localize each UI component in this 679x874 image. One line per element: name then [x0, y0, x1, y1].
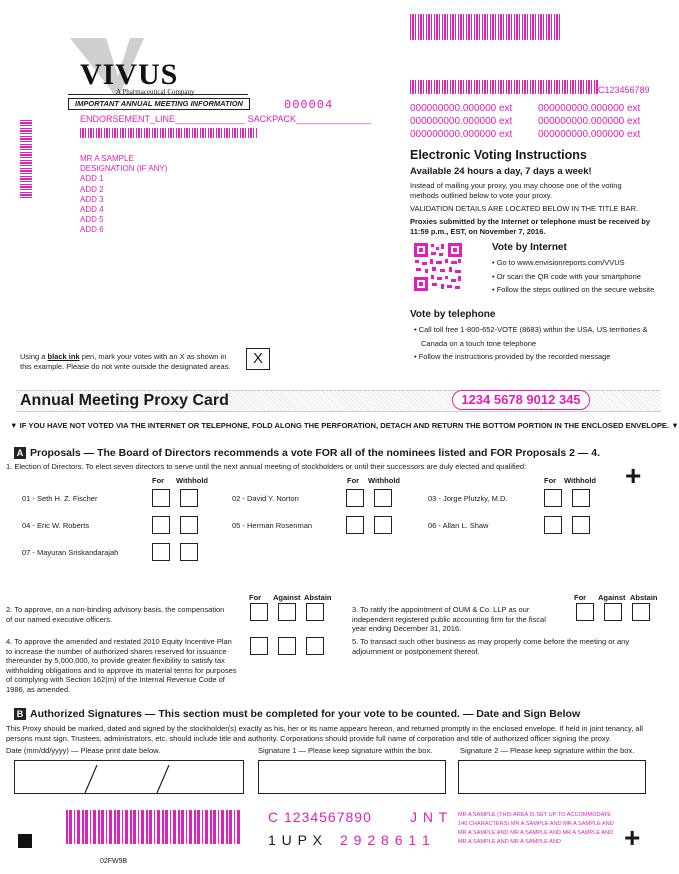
proposal-2-against-checkbox[interactable]: [278, 603, 296, 621]
signature-1-box[interactable]: [258, 760, 446, 794]
address-line: ADD 6: [80, 225, 104, 235]
col-withhold: Withhold: [564, 476, 597, 485]
footer-code-1: C 1234567890: [268, 809, 372, 825]
ink-instructions: [20, 352, 238, 372]
proposal-4-against-checkbox[interactable]: [278, 637, 296, 655]
barcode-side: [20, 120, 32, 198]
proposal-3-text: 3. To ratify the appointment of OUM & Co. LLP as our independent registered public accounting firm for the fiscal year ending December 31, 2016.: [352, 605, 546, 633]
nominee-7-withhold-checkbox[interactable]: [180, 543, 198, 561]
address-line: MR A SAMPLE: [80, 154, 134, 163]
nominee-6-for-checkbox[interactable]: [544, 516, 562, 534]
proposal-2-for-checkbox[interactable]: [250, 603, 268, 621]
example-mark: X: [252, 350, 263, 367]
proposal-2-abstain-checkbox[interactable]: [306, 603, 324, 621]
barcode-control: [410, 80, 598, 94]
triangle-down-icon: ▼: [10, 421, 18, 430]
address-line: ADD 3: [80, 194, 104, 204]
logo-rule: [68, 94, 248, 95]
fold-notice: [10, 421, 679, 430]
internet-step: • Follow the steps outlined on the secure website: [492, 285, 655, 294]
form-id: 02FW9B: [100, 858, 128, 865]
logo-tagline: A Pharmaceutical Company: [116, 88, 195, 96]
address-line: ADD 1: [80, 174, 104, 184]
col-for: For: [347, 476, 360, 485]
company-logo: [68, 36, 208, 96]
col-for: For: [544, 476, 557, 485]
barcode-bottom: [66, 810, 242, 844]
control-id: C123456789: [598, 85, 650, 95]
internet-steps: [492, 256, 654, 297]
nominee-4-withhold-checkbox[interactable]: [180, 516, 198, 534]
ext-line: 000000000.000000 ext: [410, 116, 513, 127]
ext-line: 000000000.000000 ext: [538, 129, 641, 140]
endorsement-line: ENDORSEMENT_LINE______________ SACKPACK_______________: [80, 114, 372, 124]
signature-2-box[interactable]: [458, 760, 646, 794]
address-block: [80, 154, 167, 236]
col-for: For: [249, 593, 262, 602]
section-a-header: [14, 447, 600, 459]
barcode-top: [410, 14, 562, 40]
logo-name: VIVUS: [80, 58, 179, 91]
section-b-text: This Proxy should be marked, dated and signed by the stockholder(s) exactly as his, her or its name appears hereon, and returned promptly in the enclosed envelope. If held in joint tenancy, all persons must sign. Trustees, administrators, etc. should include title and authority. Corporations should provide full name of corporation and title of authorized officer signing the proxy.: [6, 724, 643, 743]
phone-step: Canada on a touch tone telephone: [421, 338, 537, 348]
nominee-3-for-checkbox[interactable]: [544, 489, 562, 507]
nominee-4-for-checkbox[interactable]: [152, 516, 170, 534]
qr-code: [414, 243, 462, 291]
footer-code-3: 1 U P X: [268, 832, 323, 848]
voting-deadline: Proxies submitted by the Internet or telephone must be received by 11:59 p.m., EST, on November 7, 2016.: [410, 217, 651, 236]
footer-sample-text: MR A SAMPLE (THIS AREA IS SET UP TO ACCOMMODATE 140 CHARACTERS) MR A SAMPLE AND MR A SAMPLE AND MR A SAMPLE AND MR A SAMPLE AND MR A SAMPLE AND MR A SAMPLE AND MR A SAMPLE AND: [458, 812, 614, 845]
col-against: Against: [273, 593, 301, 602]
nominee-2-for-checkbox[interactable]: [346, 489, 364, 507]
nominee-7-for-checkbox[interactable]: [152, 543, 170, 561]
ink-instructions-emphasis: black ink: [47, 352, 80, 361]
footer-code-4: 2 9 2 8 6 1 1: [340, 832, 431, 848]
voting-title: Electronic Voting Instructions: [410, 148, 587, 162]
registration-square: [18, 834, 32, 848]
nominee-6-withhold-checkbox[interactable]: [572, 516, 590, 534]
section-b-header: [14, 708, 580, 720]
col-for: For: [152, 476, 165, 485]
section-a-title: Proposals — The Board of Directors recommends a vote FOR all of the nominees listed and FOR Proposals 2 — 4.: [30, 447, 601, 459]
internet-step: • Go to www.envisionreports.com/VVUS: [492, 258, 625, 267]
proposal-3-against-checkbox[interactable]: [604, 603, 622, 621]
address-line: DESIGNATION (IF ANY): [80, 164, 168, 174]
card-number: [452, 390, 590, 410]
phone-step: • Call toll free 1-800-652-VOTE (8683) within the USA, US territories &: [414, 325, 648, 334]
ink-instructions-pre: Using a: [20, 352, 48, 361]
internet-step: • Or scan the QR code with your smartphone: [492, 271, 641, 281]
ext-line: 000000000.000000 ext: [410, 103, 513, 114]
nominee-label: 01 - Seth H. Z. Fischer: [22, 494, 98, 503]
proposal-3-abstain-checkbox[interactable]: [632, 603, 650, 621]
date-input-box[interactable]: [14, 760, 244, 794]
fold-notice-text: IF YOU HAVE NOT VOTED VIA THE INTERNET OR TELEPHONE, FOLD ALONG THE PERFORATION, DETACH AND RETURN THE BOTTOM PORTION IN THE ENCLOSED ENVELOPE.: [19, 421, 670, 430]
meeting-info-box: [68, 98, 250, 110]
nominee-label: 07 - Mayuran Sriskandarajah: [22, 548, 119, 557]
card-title: Annual Meeting Proxy Card: [20, 392, 229, 409]
address-line: ADD 2: [80, 184, 104, 194]
proposal-4-for-checkbox[interactable]: [250, 637, 268, 655]
internet-title: Vote by Internet: [492, 242, 567, 253]
nominee-label: 04 - Eric W. Roberts: [22, 521, 90, 530]
nominee-3-withhold-checkbox[interactable]: [572, 489, 590, 507]
nominee-1-for-checkbox[interactable]: [152, 489, 170, 507]
ext-line: 000000000.000000 ext: [538, 116, 641, 127]
election-text: 1. Election of Directors. To elect seven directors to serve until the next annual meeting of stockholders or until their successors are duly elected and qualified:: [6, 462, 527, 471]
date-label: Date (mm/dd/yyyy) — Please print date below.: [6, 746, 161, 755]
phone-steps: [414, 323, 648, 364]
proposal-4-text: 4. To approve the amended and restated 2010 Equity Incentive Plan to increase the number of authorized shares reserved for issuance thereunder by 5,000,000, to provide greater flexibility to satisfy tax withholding obligations and to approve its material terms for purposes of complying with Section 162(m) of the Internal Revenue Code of 1986, as amended.: [6, 637, 237, 694]
proposal-4-abstain-checkbox[interactable]: [306, 637, 324, 655]
plus-icon: +: [625, 460, 642, 491]
phone-title: Vote by telephone: [410, 309, 496, 320]
nominee-label: 06 - Allan L. Shaw: [428, 521, 489, 530]
nominee-5-for-checkbox[interactable]: [346, 516, 364, 534]
address-line: ADD 4: [80, 205, 104, 215]
phone-step: • Follow the instructions provided by the recorded message: [414, 352, 611, 361]
col-abstain: Abstain: [630, 593, 658, 602]
nominee-1-withhold-checkbox[interactable]: [180, 489, 198, 507]
ink-instructions-post: pen, mark your votes with an X as shown in this example. Please do not write outside the designated areas.: [20, 352, 231, 371]
postal-barcode: [80, 128, 258, 138]
nominee-label: 05 - Herman Rosenman: [232, 521, 313, 530]
ext-line: 000000000.000000 ext: [538, 103, 641, 114]
sequence-number: 000004: [284, 98, 334, 112]
ext-lines-left: [410, 102, 512, 141]
col-abstain: Abstain: [304, 593, 332, 602]
col-against: Against: [598, 593, 626, 602]
ext-lines-right: [538, 102, 640, 141]
section-b-letter: B: [14, 708, 26, 720]
col-for: For: [574, 593, 587, 602]
nominee-2-withhold-checkbox[interactable]: [374, 489, 392, 507]
nominee-label: 03 - Jorge Plutzky, M.D.: [428, 494, 508, 503]
section-b-title: Authorized Signatures — This section must be completed for your vote to be counted. — Date and Sign Below: [30, 708, 581, 720]
voting-intro: Instead of mailing your proxy, you may choose one of the voting methods outlined below to vote your proxy.: [410, 181, 622, 200]
sig1-label: Signature 1 — Please keep signature within the box.: [258, 746, 433, 755]
triangle-down-icon: ▼: [671, 421, 679, 430]
footer-code-2: J N T: [410, 809, 449, 825]
validation-note: VALIDATION DETAILS ARE LOCATED BELOW IN THE TITLE BAR.: [410, 204, 638, 213]
ext-line: 000000000.000000 ext: [410, 129, 513, 140]
section-a-letter: A: [14, 447, 26, 459]
card-number-text: 1234 5678 9012 345: [461, 392, 581, 407]
proposal-3-for-checkbox[interactable]: [576, 603, 594, 621]
example-mark-box: [246, 348, 270, 370]
sig2-label: Signature 2 — Please keep signature within the box.: [460, 746, 635, 755]
proposal-2-text: 2. To approve, on a non-binding advisory basis, the compensation of our named executive officers.: [6, 605, 225, 624]
address-line: ADD 5: [80, 215, 104, 225]
nominee-5-withhold-checkbox[interactable]: [374, 516, 392, 534]
proposal-5-text: 5. To transact such other business as may properly come before the meeting or any adjournment or postponement thereof.: [352, 637, 630, 656]
col-withhold: Withhold: [176, 476, 209, 485]
meeting-info: IMPORTANT ANNUAL MEETING INFORMATION: [75, 99, 243, 108]
col-withhold: Withhold: [368, 476, 401, 485]
voting-subtitle: Available 24 hours a day, 7 days a week!: [410, 166, 592, 177]
plus-icon: +: [624, 822, 641, 853]
nominee-label: 02 - David Y. Norton: [232, 494, 299, 503]
